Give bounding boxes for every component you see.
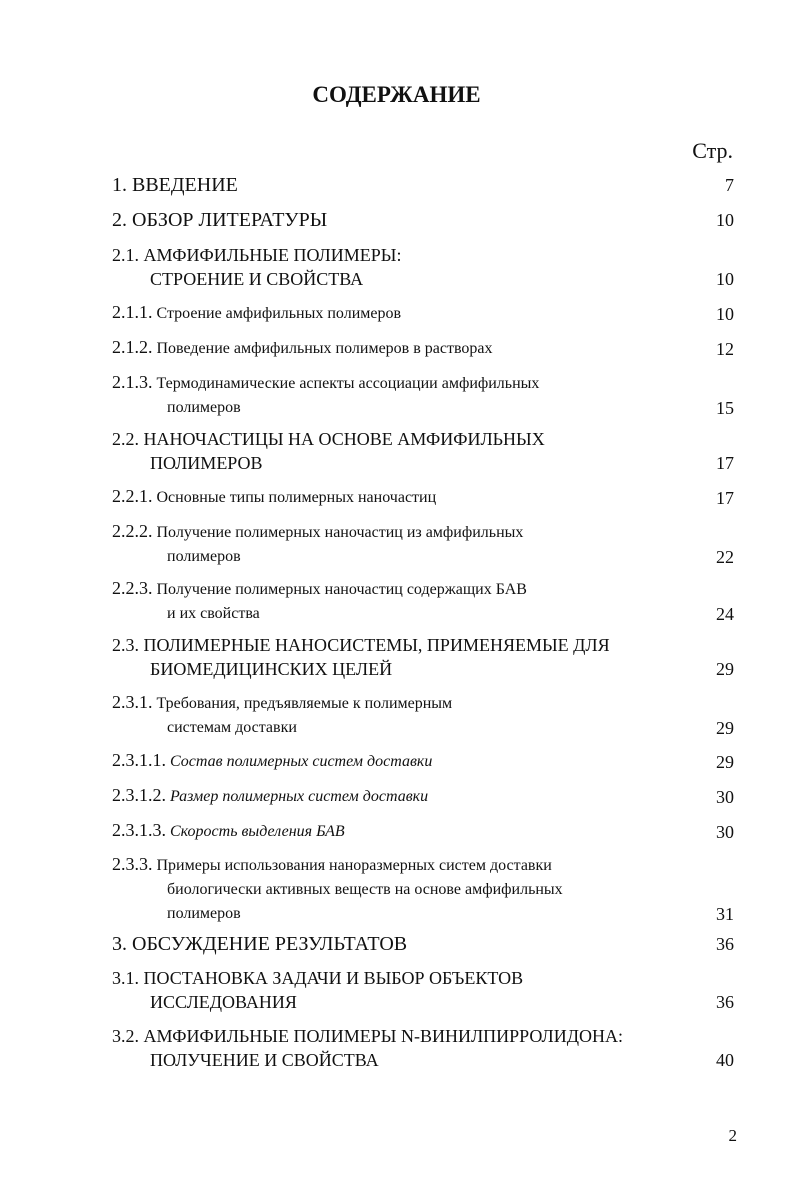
toc-entry-number: 3. [112, 933, 127, 955]
toc-entry-page: 30 [716, 787, 734, 807]
toc-entry-title: ОБЗОР ЛИТЕРАТУРЫ [132, 209, 328, 231]
toc-entry[interactable] [112, 519, 738, 569]
toc-entry-page: 30 [716, 822, 734, 842]
toc-entry-page: 22 [716, 547, 734, 567]
toc-entry-page: 29 [716, 752, 734, 772]
toc-entry-title: Поведение амфифильных полимеров в растворах [156, 340, 493, 357]
toc-entry-title: ПОЛИМЕРНЫЕ НАНОСИСТЕМЫ, ПРИМЕНЯЕМЫЕ ДЛЯ [143, 635, 610, 655]
toc-entry-page: 17 [716, 488, 734, 508]
toc-entry-number: 1. [112, 174, 127, 196]
toc-entry[interactable] [112, 427, 738, 475]
toc-entry-page: 24 [716, 604, 734, 624]
toc-entry-number: 2.2.2. [112, 521, 153, 541]
toc-entry-title: ВВЕДЕНИЕ [132, 174, 238, 196]
toc-entry-number: 2.2.3. [112, 578, 153, 598]
toc-entry-page: 36 [716, 934, 734, 954]
toc-entry-page: 10 [716, 304, 734, 324]
toc-entry-page: 36 [716, 992, 734, 1012]
page-number: 2 [728, 1126, 737, 1145]
toc-entry-title-continued: ИССЛЕДОВАНИЯ [150, 992, 297, 1012]
toc-entry-title: Примеры использования наноразмерных систем доставки [156, 857, 552, 874]
toc-entry-title: Размер полимерных систем доставки [170, 788, 429, 805]
toc-entry[interactable] [112, 243, 738, 291]
toc-entry-title: Основные типы полимерных наночастиц [156, 489, 437, 506]
toc-entry-page: 12 [716, 339, 734, 359]
toc-entry-number: 2.1.1. [112, 302, 153, 322]
toc-entry-title-continued: полимеров [167, 548, 241, 565]
toc-entry-number: 2.1. [112, 245, 139, 265]
toc-entry-number: 2.3.1.3. [112, 820, 166, 840]
page-column-label: Стр. [692, 138, 733, 163]
toc-entry[interactable] [112, 208, 738, 232]
toc-entry-page: 29 [716, 659, 734, 679]
toc-entry-title-continued: полимеров [167, 905, 241, 922]
toc-entry-number: 2.3.1.1. [112, 750, 166, 770]
toc-entry[interactable] [112, 852, 738, 926]
toc-entry[interactable] [112, 748, 738, 774]
toc-entry-number: 2.3. [112, 635, 139, 655]
toc-entry-number: 3.2. [112, 1026, 139, 1046]
toc-entry[interactable] [112, 966, 738, 1014]
toc-entry-title-continued: БИОМЕДИЦИНСКИХ ЦЕЛЕЙ [150, 659, 393, 679]
toc-entry-title: ПОСТАНОВКА ЗАДАЧИ И ВЫБОР ОБЪЕКТОВ [143, 968, 524, 988]
toc-entry-number: 3.1. [112, 968, 139, 988]
toc-entry[interactable] [112, 484, 738, 510]
toc-entry-page: 40 [716, 1050, 734, 1070]
toc-entry-number: 2.1.3. [112, 372, 153, 392]
toc-entry-title: Получение полимерных наночастиц содержащих БАВ [156, 581, 527, 598]
toc-entry-page: 7 [725, 175, 734, 195]
toc-entry[interactable] [112, 633, 738, 681]
toc-entry-page: 15 [716, 398, 734, 418]
toc-entry-number: 2.3.1. [112, 692, 153, 712]
toc-entry-number: 2.1.2. [112, 337, 153, 357]
toc-entry[interactable] [112, 783, 738, 809]
toc-entry-title: Термодинамические аспекты ассоциации амфифильных [156, 375, 540, 392]
toc-entry-title: ОБСУЖДЕНИЕ РЕЗУЛЬТАТОВ [132, 933, 408, 955]
toc-entry-title-continued: СТРОЕНИЕ И СВОЙСТВА [150, 269, 364, 289]
toc-entry[interactable] [112, 932, 738, 956]
toc-entry[interactable] [112, 370, 738, 420]
toc-entry-number: 2. [112, 209, 127, 231]
toc-entry-title: НАНОЧАСТИЦЫ НА ОСНОВЕ АМФИФИЛЬНЫХ [143, 429, 545, 449]
toc-entry-number: 2.3.1.2. [112, 785, 166, 805]
toc-entry-title: Скорость выделения БАВ [170, 823, 345, 840]
toc-entry-title: Строение амфифильных полимеров [156, 305, 402, 322]
toc-entry-title-continued: системам доставки [167, 719, 297, 736]
toc-entry[interactable] [112, 690, 738, 740]
toc-entry-number: 2.2.1. [112, 486, 153, 506]
toc-entry[interactable] [112, 1024, 738, 1072]
toc-entry-title-continued: ПОЛУЧЕНИЕ И СВОЙСТВА [150, 1050, 379, 1070]
toc-entry-title: Требования, предъявляемые к полимерным [156, 695, 453, 712]
toc-entry-page: 17 [716, 453, 734, 473]
page-title: СОДЕРЖАНИЕ [312, 82, 481, 107]
toc-entry-page: 29 [716, 718, 734, 738]
toc-entry-title: АМФИФИЛЬНЫЕ ПОЛИМЕРЫ: [143, 245, 402, 265]
toc-entry-title-continued: и их свойства [167, 605, 260, 622]
toc-entry-title: Получение полимерных наночастиц из амфифильных [156, 524, 524, 541]
toc-entry[interactable] [112, 576, 738, 626]
toc-entry-title-continued: ПОЛИМЕРОВ [150, 453, 263, 473]
toc-entry[interactable] [112, 300, 738, 326]
toc-entry-page: 31 [716, 904, 734, 924]
toc-entry-title: Состав полимерных систем доставки [170, 753, 433, 770]
toc-entry[interactable] [112, 818, 738, 844]
toc-entry[interactable] [112, 335, 738, 361]
toc-entry-title-continued: полимеров [167, 399, 241, 416]
toc-entry-number: 2.3.3. [112, 854, 153, 874]
toc-entry-title: АМФИФИЛЬНЫЕ ПОЛИМЕРЫ N-ВИНИЛПИРРОЛИДОНА: [143, 1026, 623, 1046]
toc-entry-page: 10 [716, 210, 734, 230]
toc-entry-page: 10 [716, 269, 734, 289]
toc-entry-number: 2.2. [112, 429, 139, 449]
toc-entry-title-continued: биологически активных веществ на основе амфифильных [167, 881, 563, 898]
toc-entry[interactable] [112, 173, 738, 197]
